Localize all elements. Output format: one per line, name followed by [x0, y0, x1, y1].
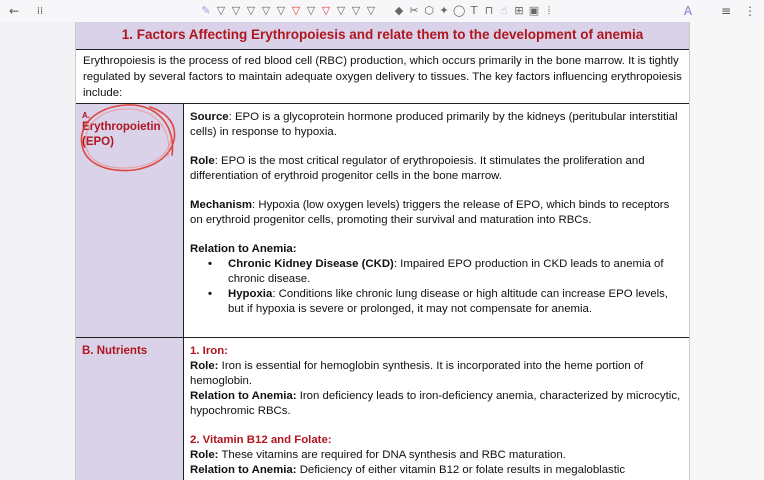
factor-b-label: B. Nutrients [82, 345, 148, 357]
role-text: : EPO is the most critical regulator of erythropoiesis. It stimulates the proliferation and differentiation of erythroid progenitor cells in the bone marrow. [190, 155, 645, 182]
factor-a-abbrev: (EPO) [82, 136, 114, 148]
lasso-icon[interactable]: ✂ [409, 4, 419, 17]
highlighter-icon[interactable]: ▽ [216, 4, 226, 17]
pen-tool-icon[interactable]: ▽ [261, 4, 271, 17]
pen-tool-icon[interactable]: ▽ [366, 4, 376, 17]
bullet-text: : Impaired EPO production in CKD leads to anemia of chronic disease. [228, 258, 664, 285]
handdrawn-circle-annotation [76, 95, 186, 185]
relation-heading: Relation to Anemia: [190, 243, 297, 255]
relation-bullets [190, 257, 682, 317]
ruler-icon[interactable]: ⊓ [484, 4, 494, 17]
factor-a-content [190, 110, 682, 317]
shape-icon[interactable]: ⬡ [424, 4, 434, 17]
comment-icon[interactable]: ◯ [453, 4, 466, 17]
bullet-label: Hypoxia [228, 288, 273, 300]
iron-role: Role: Iron is essential for hemoglobin synthesis. It is incorporated into the heme portion of hemoglobin. [190, 360, 644, 387]
more-options-icon[interactable]: ⋮ [744, 4, 756, 18]
eraser-icon[interactable]: ◆ [394, 4, 404, 17]
source-paragraph [190, 110, 682, 140]
grid-view-icon[interactable]: ⁞⁞ [36, 5, 44, 17]
pen-tool-icon[interactable]: ✎ [201, 4, 211, 17]
menu-icon[interactable]: ≡ [720, 4, 732, 18]
hand-tool-icon[interactable]: ☝ [500, 4, 508, 17]
bullet-text: : Conditions like chronic lung disease or high altitude can increase EPO levels, but if hypoxia is severe or prolonged, it may not compensate for anemia. [228, 288, 669, 315]
factor-a-name: Erythropoietin [82, 121, 161, 133]
bullet-label: Chronic Kidney Disease (CKD) [228, 258, 394, 270]
factor-b-content [190, 344, 682, 478]
section-title: 1. Factors Affecting Erythropoiesis and relate them to the development of anemia [121, 26, 644, 42]
text-tool-icon[interactable]: T [470, 4, 478, 17]
b12-heading: 2. Vitamin B12 and Folate: [190, 434, 332, 446]
mechanism-label: Mechanism [190, 199, 253, 211]
list-item [228, 257, 682, 287]
pen-tool-icon[interactable]: ▽ [336, 4, 346, 17]
iron-heading: 1. Iron: [190, 345, 228, 357]
more-tools-icon[interactable]: ⦙ [547, 4, 551, 17]
back-arrow-icon[interactable]: ← [8, 4, 20, 18]
table-row-divider [76, 337, 689, 338]
highlighter-icon[interactable]: ▽ [231, 4, 241, 17]
ai-assistant-icon[interactable]: A [683, 4, 693, 18]
right-margin [689, 22, 764, 480]
annotation-tools [200, 1, 555, 21]
link-icon[interactable]: ⊞ [514, 4, 524, 17]
source-text: : EPO is a glycoprotein hormone produced primarily by the kidneys (peritubular interstitial cells) in response to hypoxia. [190, 111, 678, 138]
factor-a-letter: A. [82, 111, 90, 120]
pen-tool-icon[interactable]: ▽ [351, 4, 361, 17]
document-page [75, 0, 690, 480]
source-label: Source [190, 111, 229, 123]
top-toolbar [0, 0, 764, 22]
list-item [228, 287, 682, 317]
image-icon[interactable]: ▣ [528, 4, 540, 17]
intro-paragraph: Erythropoiesis is the process of red blood cell (RBC) production, which occurs primarily in the bone marrow. It is tightly regulated by several factors to maintain adequate oxygen delivery to tissues. The key factors influencing erythropoiesis include: [83, 55, 682, 99]
pen-tool-icon[interactable]: ▽ [276, 4, 286, 17]
b12-role: Role: These vitamins are required for DNA synthesis and RBC maturation. [190, 449, 566, 461]
b12-relation: Relation to Anemia: Deficiency of either vitamin B12 or folate results in megaloblastic [190, 464, 626, 476]
laser-icon[interactable]: ✦ [439, 4, 449, 17]
mechanism-text: : Hypoxia (low oxygen levels) triggers the release of EPO, which binds to receptors on erythroid progenitor cells, promoting their survival and maturation into RBCs. [190, 199, 670, 226]
mechanism-paragraph [190, 198, 682, 228]
role-paragraph [190, 154, 682, 184]
pen-tool-icon[interactable]: ▽ [306, 4, 316, 17]
pen-red-icon[interactable]: ▽ [321, 4, 331, 17]
iron-relation: Relation to Anemia: Iron deficiency leads to iron-deficiency anemia, characterized by microcytic, hypochromic RBCs. [190, 390, 681, 417]
pen-red-icon[interactable]: ▽ [291, 4, 301, 17]
pen-tool-icon[interactable]: ▽ [246, 4, 256, 17]
section-title-bar [76, 18, 689, 50]
role-label: Role [190, 155, 215, 167]
